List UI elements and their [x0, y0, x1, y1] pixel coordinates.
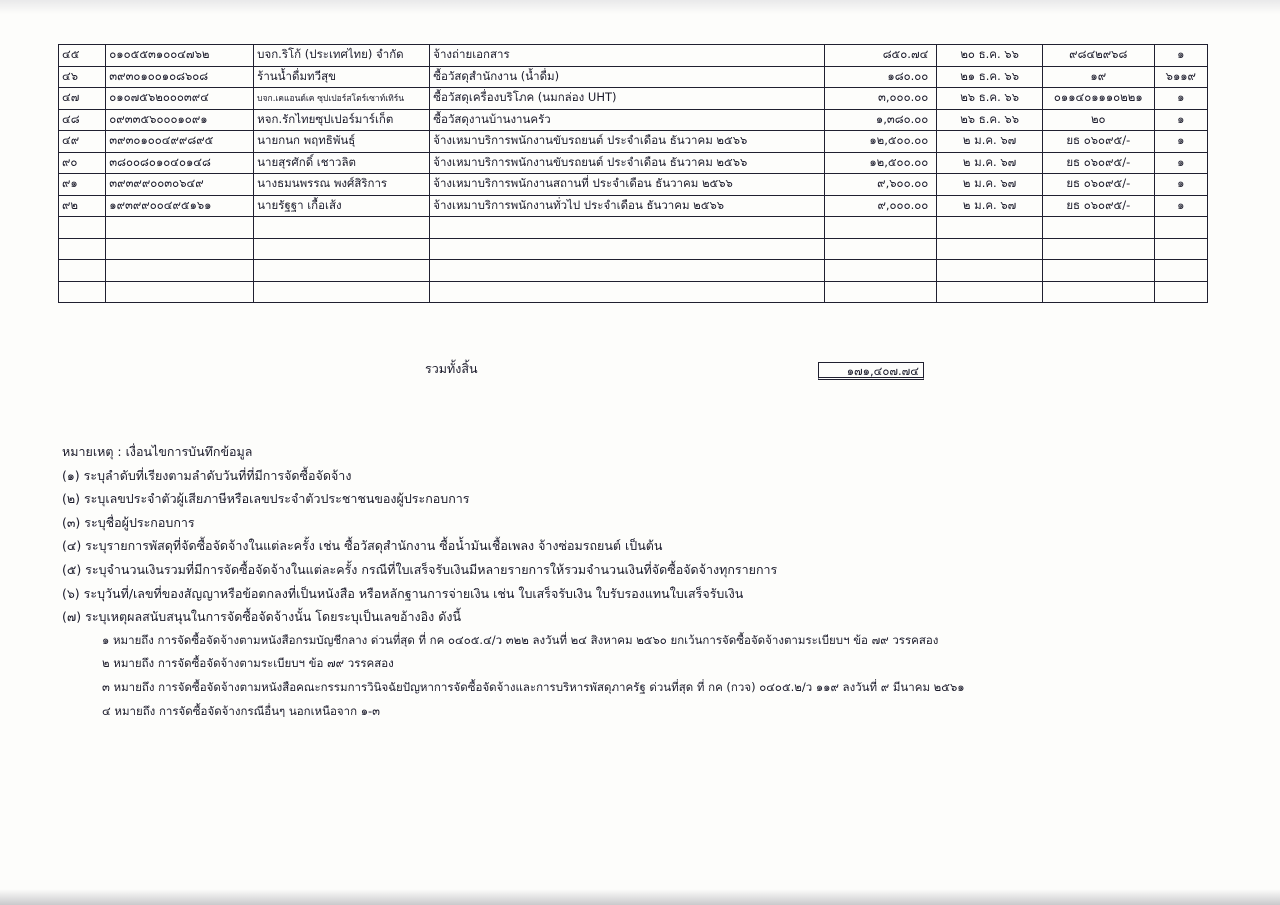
cell-reason-code [1154, 238, 1207, 260]
cell-tax-id: ๓๙๓๐๑๐๐๑๐๘๖๐๘ [106, 66, 254, 88]
cell-reason-code [1154, 217, 1207, 239]
cell-reason-code: ๑ [1154, 109, 1207, 131]
procurement-table [58, 44, 1208, 303]
cell-tax-id [106, 238, 254, 260]
cell-item: ซื้อวัสดุงานบ้านงานครัว [430, 109, 824, 131]
cell-amount: ๘๕๐.๗๔ [824, 45, 937, 67]
cell-amount: ๓,๐๐๐.๐๐ [824, 88, 937, 110]
cell-vendor: บจก.ริโก้ (ประเทศไทย) จำกัด [254, 45, 430, 67]
cell-item: ซื้อวัสดุสำนักงาน (น้ำดื่ม) [430, 66, 824, 88]
cell-vendor [254, 238, 430, 260]
cell-amount: ๙,๖๐๐.๐๐ [824, 174, 937, 196]
cell-reason-code: ๑ [1154, 195, 1207, 217]
cell-date: ๒ ม.ค. ๖๗ [937, 174, 1043, 196]
total-label: รวมทั้งสิ้น [425, 361, 478, 376]
cell-amount: ๑๒,๕๐๐.๐๐ [824, 152, 937, 174]
cell-date: ๒ ม.ค. ๖๗ [937, 131, 1043, 153]
cell-reason-code [1154, 281, 1207, 303]
cell-vendor [254, 260, 430, 282]
cell-reason-code: ๑ [1154, 152, 1207, 174]
cell-reason-code [1154, 260, 1207, 282]
procurement-table-body [59, 45, 1208, 303]
cell-reason-code: ๖๑๑๙ [1154, 66, 1207, 88]
cell-date: ๒๖ ธ.ค. ๖๖ [937, 88, 1043, 110]
note-reference: ๔ หมายถึง การจัดซื้อจัดจ้างกรณีอื่นๆ นอกเหนือจาก ๑-๓ [102, 703, 381, 718]
cell-sequence-no [59, 281, 106, 303]
cell-sequence-no [59, 238, 106, 260]
cell-date: ๒ ม.ค. ๖๗ [937, 195, 1043, 217]
table-row [59, 131, 1208, 153]
table-row [59, 281, 1208, 303]
cell-amount: ๙,๐๐๐.๐๐ [824, 195, 937, 217]
table-row [59, 45, 1208, 67]
table-row [59, 217, 1208, 239]
cell-date [937, 217, 1043, 239]
cell-item: จ้างถ่ายเอกสาร [430, 45, 824, 67]
cell-tax-id: ๓๙๓๐๑๐๐๔๙๙๘๙๕ [106, 131, 254, 153]
cell-item [430, 217, 824, 239]
cell-item: จ้างเหมาบริการพนักงานขับรถยนต์ ประจำเดือน ธันวาคม ๒๕๖๖ [430, 131, 824, 153]
cell-tax-id: ๓๘๐๐๘๐๑๐๔๐๑๔๘ [106, 152, 254, 174]
cell-reference: ๐๑๑๔๐๑๑๑๐๒๒๑ [1042, 88, 1154, 110]
cell-vendor: บจก.เคแอนด์เค ซุปเปอร์สโตร์เซาท์เทิร์น [254, 88, 430, 110]
cell-amount: ๑,๓๘๐.๐๐ [824, 109, 937, 131]
cell-reason-code: ๑ [1154, 45, 1207, 67]
cell-reference: ยธ ๐๖๐๙๕/- [1042, 174, 1154, 196]
cell-date: ๒๑ ธ.ค. ๖๖ [937, 66, 1043, 88]
cell-amount: ๑๘๐.๐๐ [824, 66, 937, 88]
cell-sequence-no: ๔๖ [59, 66, 106, 88]
cell-tax-id: ๐๙๓๓๕๖๐๐๐๑๐๙๑ [106, 109, 254, 131]
table-row [59, 174, 1208, 196]
scan-top-shade [0, 0, 1280, 14]
note-reference: ๓ หมายถึง การจัดซื้อจัดจ้างตามหนังสือคณะกรรมการวินิจฉัยปัญหาการจัดซื้อจัดจ้างและการบริหารพัสดุภาครัฐ ด่วนที่สุด ที่ กค (กวจ) ๐๔๐๕.๒/ว ๑๑๙ ลงวันที่ ๙ มีนาคม ๒๕๖๑ [102, 679, 965, 694]
cell-reference [1042, 281, 1154, 303]
cell-item [430, 281, 824, 303]
note-item: (๕) ระบุจำนวนเงินรวมที่มีการจัดซื้อจัดจ้างในแต่ละครั้ง กรณีที่ใบเสร็จรับเงินมีหลายรายการให้รวมจำนวนเงินที่จัดซื้อจัดจ้างทุกรายการ [62, 561, 778, 577]
note-reference: ๑ หมายถึง การจัดซื้อจัดจ้างตามหนังสือกรมบัญชีกลาง ด่วนที่สุด ที่ กค ๐๔๐๕.๔/ว ๓๒๒ ลงวันที่ ๒๔ สิงหาคม ๒๕๖๐ ยกเว้นการจัดซื้อจัดจ้างตามระเบียบฯ ข้อ ๗๙ วรรคสอง [102, 632, 939, 647]
cell-sequence-no [59, 260, 106, 282]
cell-tax-id: ๓๙๓๙๙๐๐๓๐๖๔๙ [106, 174, 254, 196]
cell-date: ๒๖ ธ.ค. ๖๖ [937, 109, 1043, 131]
cell-sequence-no: ๙๑ [59, 174, 106, 196]
cell-vendor: ร้านน้ำดื่มทวีสุข [254, 66, 430, 88]
cell-vendor: นายสุรศักดิ์ เชาวลิต [254, 152, 430, 174]
scan-bottom-edge [0, 889, 1280, 905]
cell-date [937, 281, 1043, 303]
cell-vendor: หจก.รักไทยซุปเปอร์มาร์เก็ต [254, 109, 430, 131]
cell-date: ๒ ม.ค. ๖๗ [937, 152, 1043, 174]
notes-references [62, 629, 965, 723]
cell-amount [824, 260, 937, 282]
cell-date [937, 260, 1043, 282]
cell-sequence-no: ๔๘ [59, 109, 106, 131]
cell-reason-code: ๑ [1154, 131, 1207, 153]
table-row [59, 66, 1208, 88]
cell-reference: ๑๙ [1042, 66, 1154, 88]
cell-tax-id: ๐๑๐๕๕๓๑๐๐๔๗๖๒ [106, 45, 254, 67]
table-row [59, 88, 1208, 110]
cell-item [430, 260, 824, 282]
cell-tax-id [106, 217, 254, 239]
notes-heading: หมายเหตุ : เงื่อนไขการบันทึกข้อมูล [62, 444, 253, 459]
cell-reference [1042, 217, 1154, 239]
cell-date: ๒๐ ธ.ค. ๖๖ [937, 45, 1043, 67]
cell-sequence-no: ๙๐ [59, 152, 106, 174]
cell-reference [1042, 238, 1154, 260]
cell-sequence-no: ๔๙ [59, 131, 106, 153]
total-value: ๑๗๑,๔๐๗.๗๔ [818, 362, 924, 380]
cell-reference: ๒๐ [1042, 109, 1154, 131]
table-row [59, 238, 1208, 260]
cell-date [937, 238, 1043, 260]
note-item: (๓) ระบุชื่อผู้ประกอบการ [62, 514, 195, 530]
cell-vendor [254, 281, 430, 303]
cell-item [430, 238, 824, 260]
cell-tax-id: ๑๙๓๙๙๐๐๔๙๕๑๖๑ [106, 195, 254, 217]
cell-sequence-no [59, 217, 106, 239]
table-row [59, 195, 1208, 217]
cell-reference: ยธ ๐๖๐๙๕/- [1042, 152, 1154, 174]
cell-tax-id: ๐๑๐๗๕๖๒๐๐๐๓๙๔ [106, 88, 254, 110]
cell-item: จ้างเหมาบริการพนักงานขับรถยนต์ ประจำเดือน ธันวาคม ๒๕๖๖ [430, 152, 824, 174]
note-reference: ๒ หมายถึง การจัดซื้อจัดจ้างตามระเบียบฯ ข้อ ๗๙ วรรคสอง [102, 656, 394, 671]
cell-amount [824, 238, 937, 260]
cell-vendor: นายรัฐฐา เกื้อเส้ง [254, 195, 430, 217]
note-item: (๗) ระบุเหตุผลสนับสนุนในการจัดซื้อจัดจ้างนั้น โดยระบุเป็นเลขอ้างอิง ดังนี้ [62, 609, 461, 625]
cell-vendor: นายกนก พฤทธิพันธุ์ [254, 131, 430, 153]
cell-amount [824, 281, 937, 303]
cell-reference [1042, 260, 1154, 282]
cell-reason-code: ๑ [1154, 174, 1207, 196]
cell-amount [824, 217, 937, 239]
cell-sequence-no: ๔๗ [59, 88, 106, 110]
note-item: (๔) ระบุรายการพัสดุที่จัดซื้อจัดจ้างในแต่ละครั้ง เช่น ซื้อวัสดุสำนักงาน ซื้อน้ำมันเชื้อเพลง จ้างซ่อมรถยนต์ เป็นต้น [62, 538, 663, 554]
note-item: (๑) ระบุลำดับที่เรียงตามลำดับวันที่ที่มีการจัดซื้อจัดจ้าง [62, 467, 352, 483]
cell-sequence-no: ๙๒ [59, 195, 106, 217]
cell-item: ซื้อวัสดุเครื่องบริโภค (นมกล่อง UHT) [430, 88, 824, 110]
table-row [59, 109, 1208, 131]
cell-reference: ๙๘๔๒๙๖๘ [1042, 45, 1154, 67]
cell-tax-id [106, 281, 254, 303]
cell-vendor: นางธมนพรรณ พงศ์สิริการ [254, 174, 430, 196]
cell-item: จ้างเหมาบริการพนักงานทั่วไป ประจำเดือน ธันวาคม ๒๕๖๖ [430, 195, 824, 217]
note-item: (๖) ระบุวันที่/เลขที่ของสัญญาหรือข้อตกลงที่เป็นหนังสือ หรือหลักฐานการจ่ายเงิน เช่น ใบเสร็จรับเงิน ใบรับรองแทนใบเสร็จรับเงิน [62, 585, 744, 601]
cell-reference: ยธ ๐๖๐๙๕/- [1042, 195, 1154, 217]
notes-section [62, 440, 965, 723]
table-row [59, 260, 1208, 282]
cell-sequence-no: ๔๕ [59, 45, 106, 67]
cell-reason-code: ๑ [1154, 88, 1207, 110]
cell-amount: ๑๒,๕๐๐.๐๐ [824, 131, 937, 153]
notes-items [62, 464, 965, 629]
note-item: (๒) ระบุเลขประจำตัวผู้เสียภาษีหรือเลขประจำตัวประชาชนของผู้ประกอบการ [62, 491, 470, 507]
cell-vendor [254, 217, 430, 239]
table-row [59, 152, 1208, 174]
cell-item: จ้างเหมาบริการพนักงานสถานที่ ประจำเดือน ธันวาคม ๒๕๖๖ [430, 174, 824, 196]
cell-tax-id [106, 260, 254, 282]
cell-reference: ยธ ๐๖๐๙๕/- [1042, 131, 1154, 153]
